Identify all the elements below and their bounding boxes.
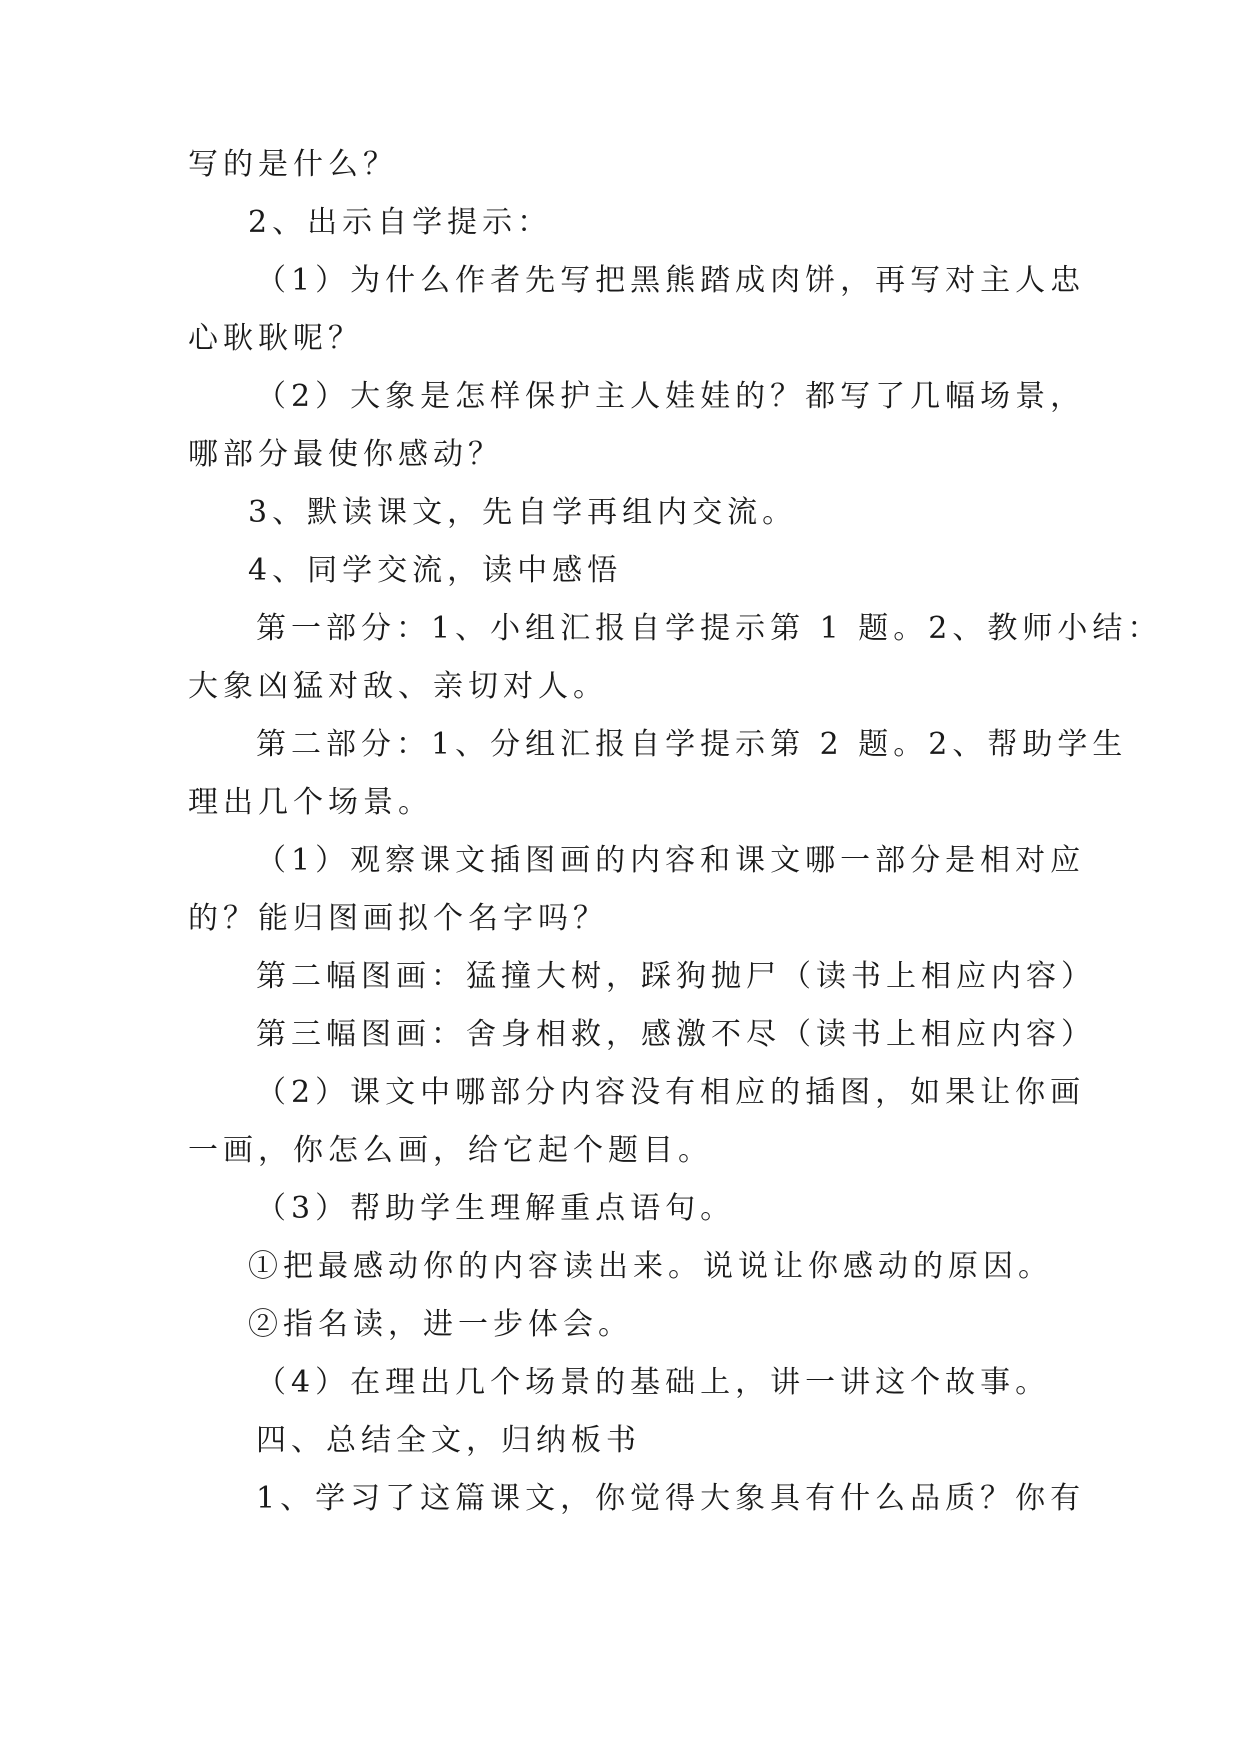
text-line: 第三幅图画：舍身相救，感激不尽（读书上相应内容） <box>256 1017 1096 1052</box>
text-line: （2）大象是怎样保护主人娃娃的？都写了几幅场景， <box>256 379 1086 414</box>
text-line: 2、出示自学提示： <box>248 205 553 240</box>
text-line: （3）帮助学生理解重点语句。 <box>256 1191 736 1226</box>
text-line: 心耿耿呢？ <box>188 321 363 356</box>
text-line: （4）在理出几个场景的基础上，讲一讲这个故事。 <box>256 1365 1051 1400</box>
text-line: （1）观察课文插图画的内容和课文哪一部分是相对应 <box>256 843 1086 878</box>
text-line: 写的是什么？ <box>188 147 398 182</box>
text-line: 一画，你怎么画，给它起个题目。 <box>188 1133 713 1168</box>
text-line: 理出几个场景。 <box>188 785 433 820</box>
text-line: ②指名读，进一步体会。 <box>248 1307 633 1342</box>
text-line: 哪部分最使你感动？ <box>188 437 503 472</box>
text-line: 第二幅图画：猛撞大树，踩狗抛尸（读书上相应内容） <box>256 959 1096 994</box>
text-line: 4、同学交流，读中感悟 <box>248 553 623 588</box>
text-line: ①把最感动你的内容读出来。说说让你感动的原因。 <box>248 1249 1053 1284</box>
text-line: （2）课文中哪部分内容没有相应的插图，如果让你画 <box>256 1075 1086 1110</box>
text-line: 第一部分：1、小组汇报自学提示第 1 题。2、教师小结： <box>256 611 1163 646</box>
text-line: （1）为什么作者先写把黑熊踏成肉饼，再写对主人忠 <box>256 263 1086 298</box>
text-line: 1、学习了这篇课文，你觉得大象具有什么品质？你有 <box>256 1481 1086 1516</box>
text-line: 四、总结全文，归纳板书 <box>256 1423 641 1458</box>
text-line: 3、默读课文，先自学再组内交流。 <box>248 495 798 530</box>
text-line: 第二部分：1、分组汇报自学提示第 2 题。2、帮助学生 <box>256 727 1128 762</box>
text-line: 的？能归图画拟个名字吗？ <box>188 901 608 936</box>
text-line: 大象凶猛对敌、亲切对人。 <box>188 669 608 704</box>
